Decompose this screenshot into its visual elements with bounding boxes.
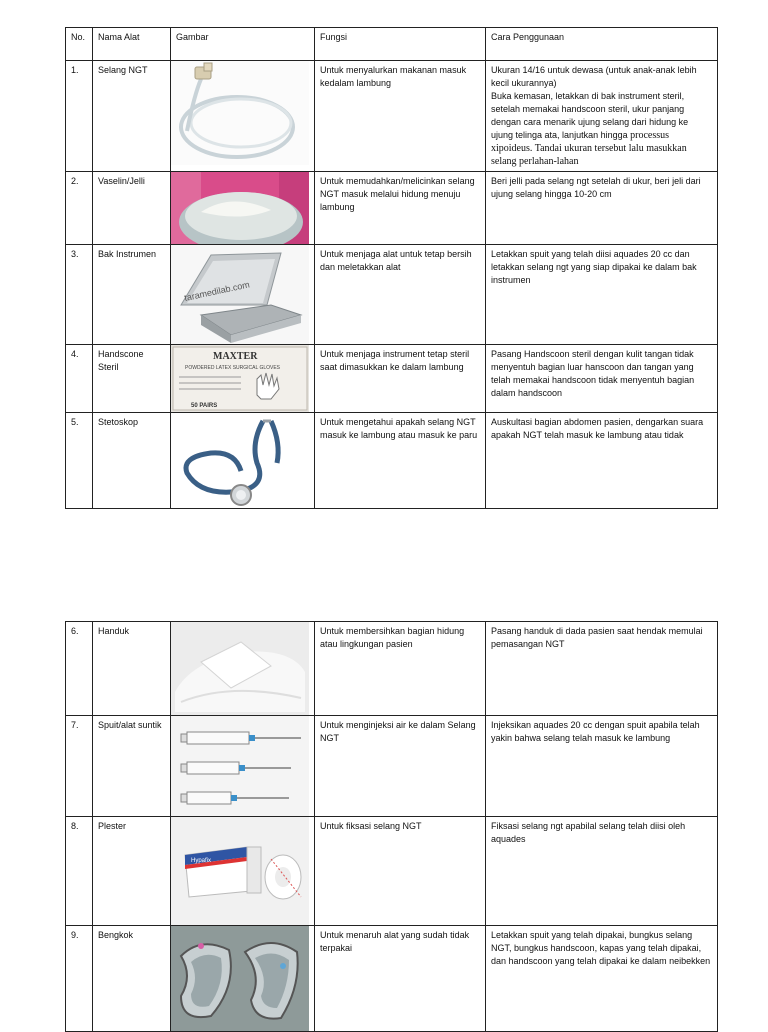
row-image bbox=[171, 622, 315, 716]
table-row bbox=[66, 413, 718, 509]
table-row bbox=[66, 345, 718, 413]
sterile-gloves-box-image bbox=[171, 345, 309, 412]
row-name: Bengkok bbox=[93, 926, 171, 1032]
row-function: Untuk menaruh alat yang sudah tidak terpakai bbox=[315, 926, 486, 1032]
row-usage: Auskultasi bagian abdomen pasien, dengarkan suara apakah NGT telah masuk ke lambung atau tidak bbox=[486, 413, 718, 509]
row-function: Untuk menjaga instrument tetap steril saat dimasukkan ke dalam lambung bbox=[315, 345, 486, 413]
towel-image bbox=[171, 622, 309, 715]
row-usage: Pasang handuk di dada pasien saat hendak memulai pemasangan NGT bbox=[486, 622, 718, 716]
row-no: 3. bbox=[66, 245, 93, 345]
plaster-brand: Hypafix bbox=[191, 858, 212, 864]
row-name: Bak Instrumen bbox=[93, 245, 171, 345]
row-name: Handuk bbox=[93, 622, 171, 716]
row-name: Vaselin/Jelli bbox=[93, 172, 171, 245]
usage-steps-text: Buka kemasan, letakkan di bak instrument steril, setelah memakai handscoon steril, ukur panjang dengan cara menarik ujung selang dari hidung ke ujung telinga ata, lanjutkan hingga bbox=[491, 91, 689, 140]
stethoscope-image bbox=[171, 413, 309, 508]
row-no: 6. bbox=[66, 622, 93, 716]
row-function: Untuk mengetahui apakah selang NGT masuk ke lambung atau masuk ke paru bbox=[315, 413, 486, 509]
row-usage: Beri jelli pada selang ngt setelah di ukur, beri jeli dari ujung selang hingga 10-20 cm bbox=[486, 172, 718, 245]
table-row bbox=[66, 716, 718, 817]
vaseline-jelly-image bbox=[171, 172, 309, 244]
adhesive-plaster-image bbox=[171, 817, 309, 925]
row-name: Stetoskop bbox=[93, 413, 171, 509]
row-name: Handscone Steril bbox=[93, 345, 171, 413]
row-image bbox=[171, 716, 315, 817]
row-name: Selang NGT bbox=[93, 61, 171, 172]
table-row bbox=[66, 622, 718, 716]
row-image bbox=[171, 172, 315, 245]
row-image bbox=[171, 245, 315, 345]
table-row bbox=[66, 926, 718, 1032]
header-usage: Cara Penggunaan bbox=[486, 28, 718, 61]
tray-watermark: taramedilab.com bbox=[183, 279, 251, 303]
table-header-row bbox=[66, 28, 718, 61]
row-usage: Letakkan spuit yang telah dipakai, bungkus selang NGT, bungkus handscoon, kapas yang telah dipakai, dan handscoon yang telah dipakai ke dalam neibekken bbox=[486, 926, 718, 1032]
row-usage: Pasang Handscoon steril dengan kulit tangan tidak menyentuh bagian luar hanscoon dan tangan yang telah memakai handscoon tidak menyentuh bagian dalam handscoon bbox=[486, 345, 718, 413]
table-row bbox=[66, 245, 718, 345]
row-function: Untuk memudahkan/melicinkan selang NGT masuk melalui hidung menuju lambung bbox=[315, 172, 486, 245]
row-no: 2. bbox=[66, 172, 93, 245]
header-function: Fungsi bbox=[315, 28, 486, 61]
usage-size: Ukuran 14/16 untuk dewasa (untuk anak-anak lebih kecil ukurannya) bbox=[491, 65, 697, 88]
row-no: 1. bbox=[66, 61, 93, 172]
row-image bbox=[171, 926, 315, 1032]
row-image bbox=[171, 61, 315, 172]
row-image bbox=[171, 345, 315, 413]
row-no: 8. bbox=[66, 817, 93, 926]
header-no: No. bbox=[66, 28, 93, 61]
equipment-table-1 bbox=[65, 27, 718, 509]
header-image: Gambar bbox=[171, 28, 315, 61]
gloves-brand: MAXTER bbox=[213, 351, 258, 362]
table-row bbox=[66, 61, 718, 172]
row-function: Untuk menginjeksi air ke dalam Selang NGT bbox=[315, 716, 486, 817]
row-function: Untuk menjaga alat untuk tetap bersih dan meletakkan alat bbox=[315, 245, 486, 345]
gloves-box-text: POWDERED LATEX SURGICAL GLOVES bbox=[185, 365, 281, 371]
row-function: Untuk membersihkan bagian hidung atau lingkungan pasien bbox=[315, 622, 486, 716]
kidney-dish-image bbox=[171, 926, 309, 1031]
row-no: 4. bbox=[66, 345, 93, 413]
table-row bbox=[66, 172, 718, 245]
row-function: Untuk fiksasi selang NGT bbox=[315, 817, 486, 926]
row-no: 9. bbox=[66, 926, 93, 1032]
usage-steps bbox=[491, 90, 712, 168]
equipment-table-2 bbox=[65, 621, 718, 1032]
row-function: Untuk menyalurkan makanan masuk kedalam lambung bbox=[315, 61, 486, 172]
row-usage bbox=[486, 61, 718, 172]
syringes-image bbox=[171, 716, 309, 816]
row-usage: Letakkan spuit yang telah diisi aquades 20 cc dan letakkan selang ngt yang siap dipakai ke dalam bak instrumen bbox=[486, 245, 718, 345]
row-image bbox=[171, 817, 315, 926]
row-usage: Fiksasi selang ngt apabilal selang telah diisi oleh aquades bbox=[486, 817, 718, 926]
row-image bbox=[171, 413, 315, 509]
header-name: Nama Alat bbox=[93, 28, 171, 61]
row-no: 7. bbox=[66, 716, 93, 817]
usage-steps-serif: processus xipoideus. Tandai ukuran tersebut lalu masukkan selang perlahan-lahan bbox=[491, 130, 687, 167]
row-usage: Injeksikan aquades 20 cc dengan spuit apabila telah yakin bahwa selang telah masuk ke lambung bbox=[486, 716, 718, 817]
ngt-tube-image bbox=[171, 61, 309, 165]
row-name: Spuit/alat suntik bbox=[93, 716, 171, 817]
gloves-pairs: 50 PAIRS bbox=[191, 403, 218, 409]
instrument-tray-image bbox=[171, 245, 309, 344]
table-row bbox=[66, 817, 718, 926]
row-no: 5. bbox=[66, 413, 93, 509]
row-name: Plester bbox=[93, 817, 171, 926]
